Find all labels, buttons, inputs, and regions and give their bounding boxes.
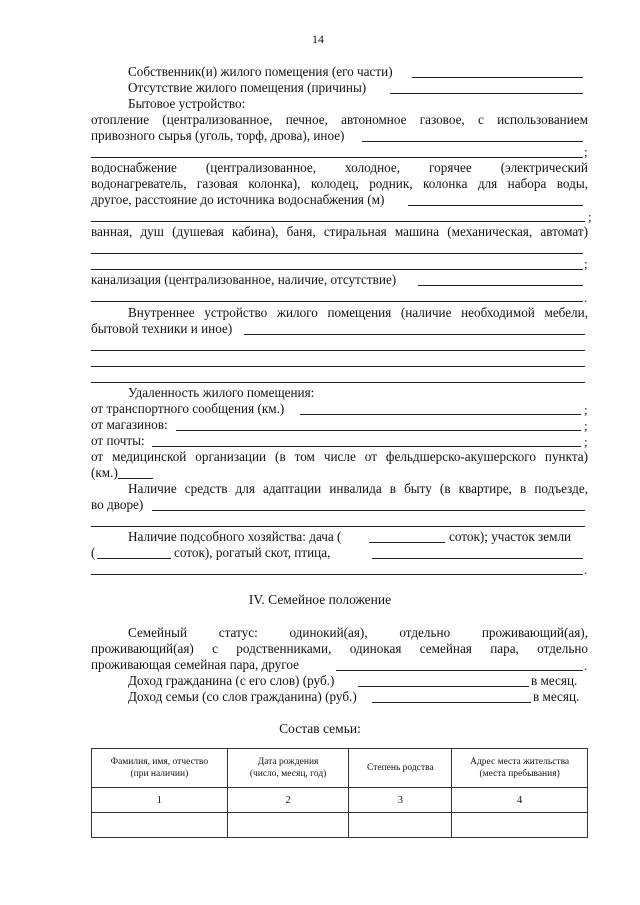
family-title: Состав семьи: xyxy=(279,721,361,736)
period: . xyxy=(584,290,588,305)
water-field[interactable] xyxy=(408,205,583,206)
distance-label: Удаленность жилого помещения: xyxy=(128,385,315,400)
absence-label: Отсутствие жилого помещения (причины) xyxy=(128,80,367,95)
column-number: 3 xyxy=(349,788,452,813)
water-line-1: водоснабжение (централизованное, холодное, горячее (электрический xyxy=(91,160,588,175)
income-family-unit: в месяц. xyxy=(533,689,580,704)
transport-field[interactable] xyxy=(300,414,581,415)
water-field-2[interactable] xyxy=(91,221,585,222)
farm-field-2[interactable] xyxy=(91,574,583,575)
transport-label: от транспортного сообщения (км.) xyxy=(91,401,285,416)
land-field[interactable] xyxy=(97,558,171,559)
income-citizen-unit: в месяц. xyxy=(531,673,578,688)
shops-label: от магазинов: xyxy=(91,417,168,432)
page-number: 14 xyxy=(312,32,324,46)
interior-field-3[interactable] xyxy=(91,366,585,367)
table-cell[interactable] xyxy=(227,813,349,838)
heating-field-2[interactable] xyxy=(91,157,583,158)
water-line-3: другое, расстояние до источника водоснабжения (м) xyxy=(91,192,385,207)
medical-line-2: (км.) xyxy=(91,465,118,480)
semicolon: ; xyxy=(584,256,588,271)
family-table xyxy=(91,748,588,838)
dacha-field[interactable] xyxy=(369,542,445,543)
column-number: 1 xyxy=(92,788,228,813)
header-birthdate: Дата рождения (число, месяц, год) xyxy=(227,749,349,788)
adapt-field[interactable] xyxy=(152,510,585,511)
interior-field-4[interactable] xyxy=(91,382,585,383)
table-cell[interactable] xyxy=(452,813,588,838)
adapt-field-2[interactable] xyxy=(91,526,585,527)
post-field[interactable] xyxy=(152,446,581,447)
table-header-row xyxy=(92,749,588,788)
medical-field[interactable] xyxy=(118,478,153,479)
table-row xyxy=(92,813,588,838)
income-citizen-label: Доход гражданина (с его слов) (руб.) xyxy=(128,673,335,688)
interior-field[interactable] xyxy=(244,334,585,335)
semicolon: ; xyxy=(584,418,588,433)
semicolon: ; xyxy=(584,402,588,417)
family-status-field[interactable] xyxy=(336,670,583,671)
heating-line-2: привозного сырья (уголь, торф, дрова), иное) xyxy=(91,128,345,143)
farm-line-1b: соток); участок земли xyxy=(449,529,572,544)
sewer-field-2[interactable] xyxy=(91,301,583,302)
bath-line: ванная, душ (душевая кабина), баня, стиральная машина (механическая, автомат) xyxy=(91,224,588,239)
table-number-row xyxy=(92,788,588,813)
column-number: 4 xyxy=(452,788,588,813)
interior-line-2: бытовой техники и иное) xyxy=(91,321,233,336)
owner-label: Собственник(и) жилого помещения (его части) xyxy=(128,64,393,79)
column-number: 2 xyxy=(227,788,349,813)
farm-line-2a: ( xyxy=(91,545,96,560)
shops-field[interactable] xyxy=(176,430,581,431)
income-family-field[interactable] xyxy=(372,702,531,703)
semicolon: ; xyxy=(584,144,588,159)
table-cell[interactable] xyxy=(349,813,452,838)
family-status-line-2: проживающий(ая) с родственниками, одинокая семейная пара, отдельно xyxy=(91,641,588,656)
absence-field[interactable] xyxy=(390,93,583,94)
section-title: IV. Семейное положение xyxy=(248,592,392,607)
sewer-label: канализация (централизованное, наличие, отсутствие) xyxy=(91,272,397,287)
heating-field[interactable] xyxy=(362,141,583,142)
farm-line-1a: Наличие подсобного хозяйства: дача ( xyxy=(128,529,342,544)
interior-field-2[interactable] xyxy=(91,350,585,351)
medical-line-1: от медицинской организации (в том числе от фельдшерско-акушерского пункта) xyxy=(91,449,588,464)
adapt-line-2: во дворе) xyxy=(91,497,144,512)
livestock-field[interactable] xyxy=(372,558,583,559)
period: . xyxy=(584,562,588,577)
header-address: Адрес места жительства (места пребывания) xyxy=(452,749,588,788)
owner-field[interactable] xyxy=(412,77,583,78)
farm-line-2b: соток), рогатый скот, птица, xyxy=(174,545,331,560)
bath-field[interactable] xyxy=(91,253,583,254)
semicolon: ; xyxy=(584,434,588,449)
post-label: от почты: xyxy=(91,433,145,448)
semicolon: ; xyxy=(588,209,592,224)
period: . xyxy=(584,658,588,673)
sewer-field[interactable] xyxy=(418,285,583,286)
header-relation: Степень родства xyxy=(349,749,452,788)
family-status-line-3: проживающая семейная пара, другое xyxy=(91,657,299,672)
water-line-2: водонагреватель, газовая колонка), колодец, родник, колонка для набора воды, xyxy=(91,176,588,191)
income-citizen-field[interactable] xyxy=(358,686,529,687)
adapt-line-1: Наличие средств для адаптации инвалида в быту (в квартире, в подъезде, xyxy=(128,481,588,496)
bath-field-2[interactable] xyxy=(91,269,583,270)
heating-line-1: отопление (централизованное, печное, автономное газовое, с использованием xyxy=(91,112,588,127)
table-cell[interactable] xyxy=(92,813,228,838)
household-label: Бытовое устройство: xyxy=(128,96,246,111)
header-name: Фамилия, имя, отчество (при наличии) xyxy=(92,749,228,788)
income-family-label: Доход семьи (со слов гражданина) (руб.) xyxy=(128,689,357,704)
family-status-line-1: Семейный статус: одинокий(ая), отдельно проживающий(ая), xyxy=(128,625,588,640)
interior-line-1: Внутреннее устройство жилого помещения (наличие необходимой мебели, xyxy=(128,305,588,320)
